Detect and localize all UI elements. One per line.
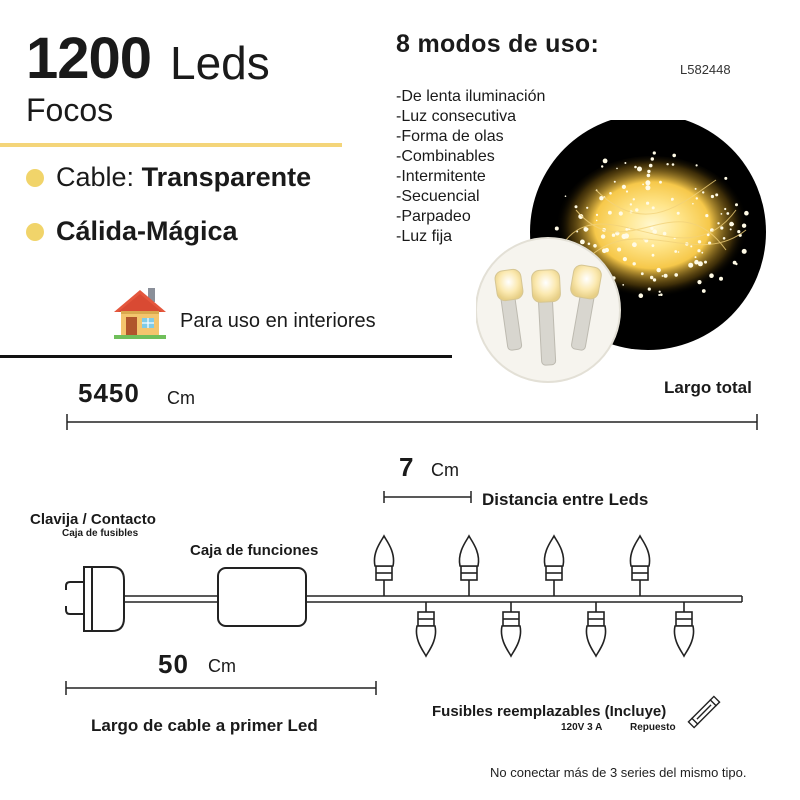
modes-title: 8 modos de uso: (396, 30, 600, 58)
plug-icon (66, 567, 124, 631)
total-length-unit: Cm (167, 388, 195, 408)
lead-length-label: Largo de cable a primer Led (91, 716, 318, 735)
total-length-value: 5450 (78, 378, 140, 408)
product-sku: L582448 (680, 62, 731, 77)
fuses-spare-label: Repuesto (630, 722, 676, 733)
plug-sublabel: Caja de fusibles (62, 528, 139, 539)
led-spacing-label: Distancia entre Leds (482, 490, 649, 509)
controller-label: Caja de funciones (190, 542, 319, 559)
product-count: 1200 (26, 26, 152, 91)
feature-color-value: Cálida-Mágica (56, 216, 238, 246)
led-bulb-icon (416, 602, 435, 656)
mode-item: -Luz fija (396, 228, 453, 245)
led-bulb-icon (501, 602, 520, 656)
lead-length-value: 50 (158, 649, 189, 679)
plug-label: Clavija / Contacto (30, 511, 156, 528)
mode-item: -Intermitente (396, 168, 486, 185)
mode-item: -Combinables (396, 148, 495, 165)
led-spacing-value: 7 (399, 452, 415, 482)
total-length-label: Largo total (664, 378, 752, 397)
feature-cable-value: Transparente (141, 162, 312, 192)
bullet-icon (26, 169, 44, 187)
fuse-icon (688, 696, 719, 727)
mode-item: -Parpadeo (396, 208, 471, 225)
mode-item: -Forma de olas (396, 128, 504, 145)
lead-length-unit: Cm (208, 656, 236, 676)
feature-color (26, 218, 238, 245)
fuses-label: Fusibles reemplazables (Incluye) (432, 703, 667, 720)
bullet-icon (26, 223, 44, 241)
mode-item: -Secuencial (396, 188, 480, 205)
product-photo (476, 120, 786, 400)
product-subtitle: Focos (26, 92, 114, 128)
mode-item: -Luz consecutiva (396, 108, 517, 125)
usage-text: Para uso en interiores (180, 310, 376, 332)
led-bulb-icon (674, 602, 693, 656)
feature-cable-label: Cable: (56, 162, 135, 192)
product-unit: Leds (170, 37, 270, 89)
yellow-divider (0, 143, 342, 147)
led-bulb-icon (374, 536, 393, 596)
controller-box (218, 568, 306, 626)
led-bulb-icon (630, 536, 649, 596)
black-divider (0, 355, 452, 358)
led-bulb-icon (459, 536, 478, 596)
fuses-rating: 120V 3 A (561, 722, 603, 733)
led-spacing-unit: Cm (431, 460, 459, 480)
led-bulb-icon (586, 602, 605, 656)
house-icon (110, 284, 170, 340)
warning-text: No conectar más de 3 series del mismo tipo. (490, 765, 747, 780)
led-bulb-icon (544, 536, 563, 596)
feature-cable (26, 164, 311, 191)
mode-item: -De lenta iluminación (396, 88, 546, 105)
